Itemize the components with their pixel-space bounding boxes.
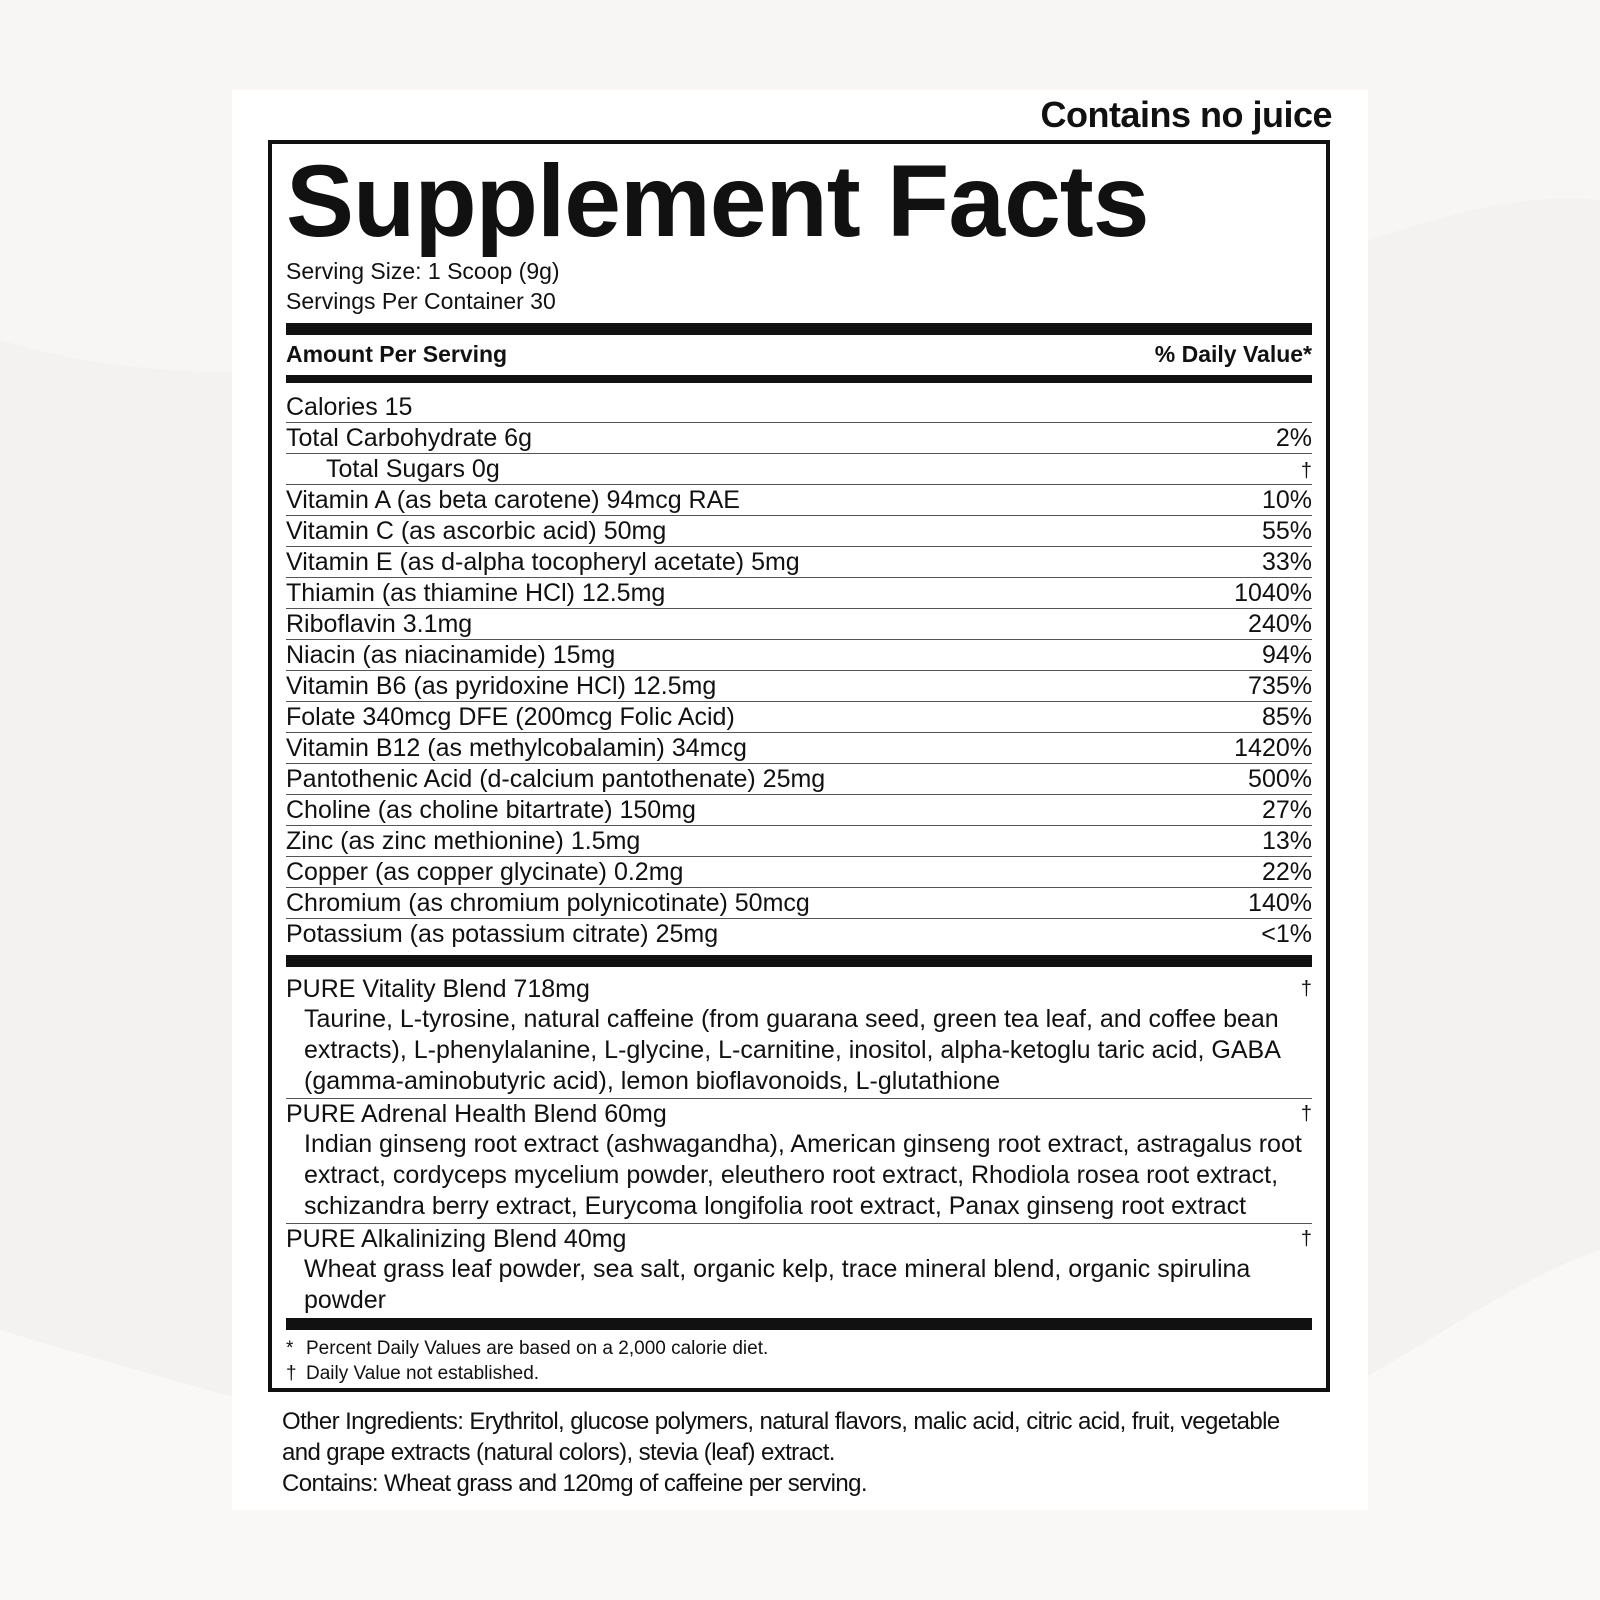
nutrient-row [286,888,1312,919]
blend-ingredients: Indian ginseng root extract (ashwagandha), American ginseng root extract, astragalus root extract, cordyceps mycelium powder, eleuthero root extract, Rhodiola rosea root extract, schizandra berry extract, Eurycoma longifolia root extract, Panax ginseng root extract [304,1130,1302,1220]
contains-no-juice: Contains no juice [1040,94,1332,135]
amount-per-serving-label: Amount Per Serving [286,341,508,367]
nutrient-name: Total Carbohydrate 6g [286,424,532,452]
nutrient-name: Total Sugars 0g [326,455,500,483]
blend-section [286,974,1312,1099]
nutrient-name: Vitamin B12 (as methylcobalamin) 34mcg [286,734,747,762]
blend-section [286,1224,1312,1316]
nutrient-name: Potassium (as potassium citrate) 25mg [286,920,719,948]
footnote-symbol: † [286,1363,297,1384]
daily-value-header: % Daily Value* [1154,341,1312,367]
other-ingredients: Other Ingredients: Erythritol, glucose polymers, natural flavors, malic acid, citric acid, fruit, vegetable and grape extracts (natural colors), stevia (leaf) extract. [282,1408,1280,1466]
nutrient-name: Vitamin B6 (as pyridoxine HCl) 12.5mg [286,672,717,700]
nutrient-dv: 2% [1275,424,1312,452]
supplement-facts-panel [268,140,1330,1392]
nutrient-row [286,392,1312,423]
divider-thick [286,955,1312,967]
nutrient-row [286,578,1312,609]
amount-per-serving-row [286,338,1312,370]
nutrient-row [286,423,1312,454]
nutrient-name: Chromium (as chromium polynicotinate) 50mcg [286,889,810,917]
blend-name: PURE Vitality Blend 718mg [286,975,590,1003]
blend-header [286,1224,1312,1254]
nutrient-row [286,609,1312,640]
blend-section [286,1099,1312,1224]
blend-ingredients: Wheat grass leaf powder, sea salt, organic kelp, trace mineral blend, organic spirulina powder [304,1255,1251,1314]
nutrient-dv: 94% [1261,641,1312,669]
nutrient-dv: 27% [1261,796,1312,824]
nutrient-row [286,547,1312,578]
other-ingredients-block [282,1406,1312,1499]
blend-name: PURE Adrenal Health Blend 60mg [286,1100,667,1128]
nutrient-dv: 10% [1261,486,1312,514]
nutrient-list [286,392,1312,949]
nutrient-dv: 140% [1248,889,1312,917]
blend-dv: † [1300,1103,1312,1125]
nutrient-name: Vitamin A (as beta carotene) 94mcg RAE [286,486,740,514]
nutrient-dv: 13% [1261,827,1312,855]
nutrient-row [286,795,1312,826]
nutrient-row [286,640,1312,671]
blend-header [286,1099,1312,1129]
nutrient-dv: † [1300,460,1312,482]
nutrient-dv: 55% [1261,517,1312,545]
divider-thick [286,323,1312,335]
nutrient-name: Folate 340mcg DFE (200mcg Folic Acid) [286,703,735,731]
nutrient-row [286,671,1312,702]
nutrient-dv: 1420% [1234,734,1312,762]
footnote-dagger [286,1361,1312,1386]
nutrient-dv: 500% [1248,765,1312,793]
nutrient-name: Calories 15 [286,393,413,421]
nutrient-dv: 1040% [1234,579,1312,607]
nutrient-row [286,733,1312,764]
nutrient-name: Pantothenic Acid (d-calcium pantothenate) 25mg [286,765,826,793]
allergen-contains: Contains: Wheat grass and 120mg of caffeine per serving. [282,1470,867,1497]
nutrient-dv: 240% [1248,610,1312,638]
footnote-percent [286,1336,1312,1361]
panel-title: Supplement Facts [286,144,1149,258]
footnotes [286,1336,1312,1386]
nutrient-row [286,919,1312,949]
nutrient-name: Vitamin C (as ascorbic acid) 50mg [286,517,667,545]
nutrient-row [286,516,1312,547]
nutrient-name: Riboflavin 3.1mg [286,610,473,638]
footnote-text: Percent Daily Values are based on a 2,000 calorie diet. [306,1338,769,1359]
servings-per-container: Servings Per Container 30 [286,288,556,314]
footnote-symbol: * [286,1338,294,1359]
serving-size: Serving Size: 1 Scoop (9g) [286,258,560,284]
nutrient-dv: 33% [1261,548,1312,576]
nutrient-row [286,826,1312,857]
divider-thick [286,1318,1312,1330]
blend-dv: † [1300,1228,1312,1250]
blend-list [286,974,1312,1316]
blend-name: PURE Alkalinizing Blend 40mg [286,1225,627,1253]
nutrient-dv: <1% [1261,920,1312,948]
nutrient-name: Copper (as copper glycinate) 0.2mg [286,858,684,886]
nutrient-row [286,857,1312,888]
nutrient-row [286,764,1312,795]
footnote-text: Daily Value not established. [306,1363,540,1384]
blend-dv: † [1300,978,1312,1000]
nutrient-name: Zinc (as zinc methionine) 1.5mg [286,827,641,855]
nutrient-name: Niacin (as niacinamide) 15mg [286,641,616,669]
nutrient-row [286,485,1312,516]
divider-medium [286,375,1312,383]
blend-header [286,974,1312,1004]
nutrient-name: Choline (as choline bitartrate) 150mg [286,796,696,824]
blend-ingredients: Taurine, L-tyrosine, natural caffeine (from guarana seed, green tea leaf, and coffee bean extracts), L-phenylalanine, L-glycine, L-carnitine, inositol, alpha-ketoglu taric acid, GABA (gamma-aminobutyric acid), lemon bioflavonoids, L-glutathione [304,1005,1280,1095]
nutrient-name: Thiamin (as thiamine HCl) 12.5mg [286,579,666,607]
nutrient-dv: 85% [1261,703,1312,731]
nutrient-row [286,454,1312,485]
nutrient-dv: 22% [1261,858,1312,886]
nutrient-dv: 735% [1248,672,1312,700]
nutrient-row [286,702,1312,733]
nutrient-name: Vitamin E (as d-alpha tocopheryl acetate) 5mg [286,548,800,576]
